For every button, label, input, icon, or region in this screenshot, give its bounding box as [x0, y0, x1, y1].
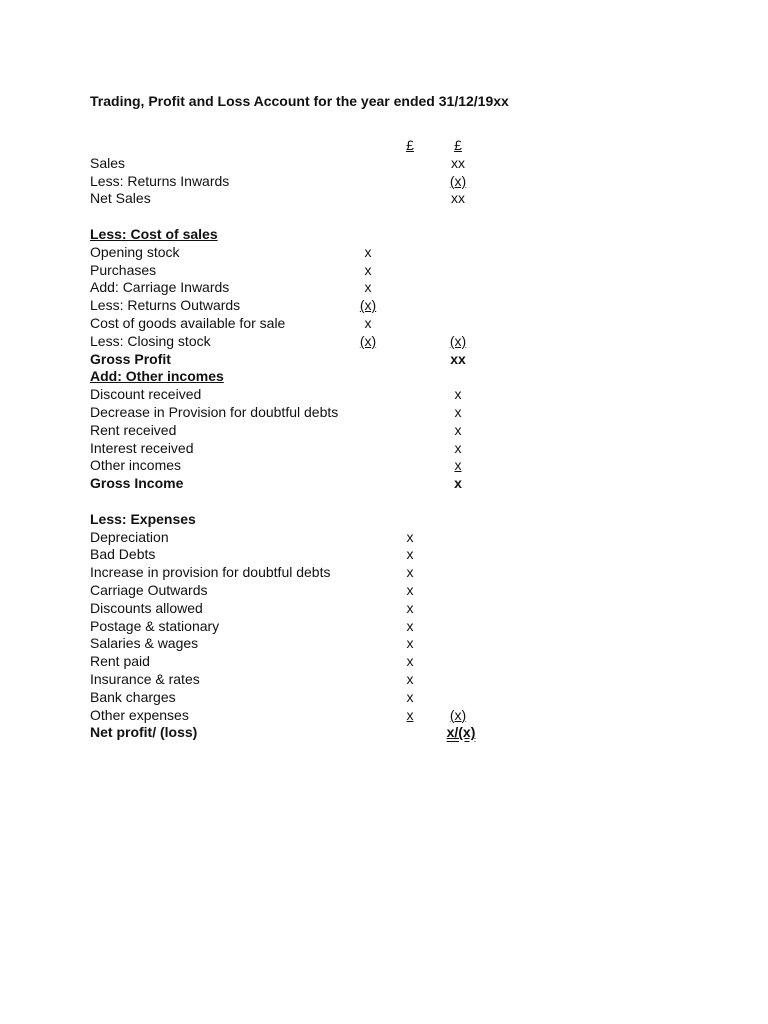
row-label: Postage & stationary: [90, 617, 220, 634]
row-label: Rent paid: [90, 653, 150, 670]
row-label: Increase in provision for doubtful debts: [90, 564, 331, 581]
row-label: Cost of goods available for sale: [90, 314, 286, 331]
row-label: Bad Debts: [90, 546, 156, 563]
row-label: Opening stock: [90, 243, 180, 260]
row-label: Salaries & wages: [90, 635, 199, 652]
row-expenses-heading: [90, 511, 610, 529]
row-label: Gross Profit: [90, 350, 171, 367]
row-col3-value: x: [454, 439, 462, 456]
row-other-incomes: [90, 457, 610, 475]
row-col3-value: x: [454, 457, 462, 474]
row-col1-value: (x): [359, 332, 377, 349]
row-col3-value: xx: [451, 190, 465, 207]
row-col1-value: x: [364, 243, 372, 260]
row-increase-provision: [90, 564, 610, 582]
row-col2-value: x: [406, 528, 414, 545]
row-discount-received: [90, 386, 610, 404]
row-col2-value: x: [406, 688, 414, 705]
row-col2-value: x: [406, 581, 414, 598]
row-cost-of-sales-heading: [90, 226, 610, 244]
section-heading: Less: Cost of sales: [90, 225, 218, 242]
row-other-incomes-heading: [90, 368, 610, 386]
row-label: Depreciation: [90, 528, 169, 545]
row-label: Net profit/ (loss): [90, 724, 198, 741]
row-label: Discount received: [90, 386, 202, 403]
row-rent-paid: [90, 653, 610, 671]
row-label: Net Sales: [90, 190, 151, 207]
row-discounts-allowed: [90, 600, 610, 618]
row-label: Other expenses: [90, 706, 189, 723]
row-depreciation: [90, 529, 610, 547]
row-other-expenses: [90, 707, 610, 725]
row-label: Purchases: [90, 261, 157, 278]
row-col3-value: (x): [449, 706, 467, 723]
account-rows: [90, 155, 610, 742]
row-opening-stock: [90, 244, 610, 262]
row-net-sales: [90, 190, 610, 208]
row-col1-value: x: [364, 314, 372, 331]
row-returns-outwards: [90, 297, 610, 315]
row-label: Other incomes: [90, 457, 182, 474]
currency-header-col3: £: [454, 137, 462, 153]
currency-header-col2: £: [406, 137, 414, 153]
row-col3-value: xx: [451, 154, 465, 171]
row-bank-charges: [90, 689, 610, 707]
statement-title: Trading, Profit and Loss Account for the year ended 31/12/19xx: [90, 93, 509, 109]
row-label: Less: Returns Outwards: [90, 297, 241, 314]
row-gross-profit: [90, 351, 610, 369]
row-col3-value: x: [454, 403, 462, 420]
row-col3-value: (x): [449, 172, 467, 189]
row-carriage-inwards: [90, 279, 610, 297]
row-postage-stationary: [90, 618, 610, 636]
row-decrease-provision: [90, 404, 610, 422]
row-interest-received: [90, 440, 610, 458]
row-col2-value: x: [406, 564, 414, 581]
row-net-profit-loss: [90, 724, 610, 742]
row-col2-value: x: [406, 635, 414, 652]
row-col3-value: x: [454, 386, 462, 403]
row-label: Rent received: [90, 421, 177, 438]
row-col1-value: x: [364, 261, 372, 278]
row-col2-value: x: [406, 653, 414, 670]
row-closing-stock: [90, 333, 610, 351]
spacer-row: [90, 208, 610, 226]
row-col3-value: x: [454, 475, 462, 492]
account-statement: [90, 93, 610, 742]
row-col3-value: (x): [449, 332, 467, 349]
row-insurance-rates: [90, 671, 610, 689]
row-cost-of-goods-available: [90, 315, 610, 333]
row-label: Carriage Outwards: [90, 581, 208, 598]
row-returns-inwards: [90, 173, 610, 191]
section-heading: Add: Other incomes: [90, 368, 224, 385]
row-col1-value: (x): [359, 297, 377, 314]
row-label: Discounts allowed: [90, 599, 203, 616]
row-purchases: [90, 262, 610, 280]
row-label: Interest received: [90, 439, 194, 456]
row-label: Decrease in Provision for doubtful debts: [90, 403, 339, 420]
row-label: Less: Closing stock: [90, 332, 211, 349]
row-rent-received: [90, 422, 610, 440]
row-col3-value: xx: [450, 350, 466, 367]
row-col1-value: x: [364, 279, 372, 296]
row-label: Gross Income: [90, 475, 184, 492]
row-label: Less: Returns Inwards: [90, 172, 230, 189]
row-col2-value: x: [406, 599, 414, 616]
row-label: Bank charges: [90, 688, 176, 705]
row-sales: [90, 155, 610, 173]
row-label: Add: Carriage Inwards: [90, 279, 230, 296]
row-carriage-outwards: [90, 582, 610, 600]
row-gross-income: [90, 475, 610, 493]
row-col3-value: x/(x): [446, 724, 476, 741]
section-heading: Less: Expenses: [90, 510, 196, 527]
spacer-row: [90, 493, 610, 511]
row-col2-value: x: [406, 670, 414, 687]
row-bad-debts: [90, 546, 610, 564]
row-col2-value: x: [406, 546, 414, 563]
currency-header-row: [90, 137, 610, 155]
row-salaries-wages: [90, 635, 610, 653]
row-col2-value: x: [406, 706, 414, 723]
row-col3-value: x: [454, 421, 462, 438]
row-label: Sales: [90, 154, 126, 171]
row-label: Insurance & rates: [90, 670, 200, 687]
row-col2-value: x: [406, 617, 414, 634]
